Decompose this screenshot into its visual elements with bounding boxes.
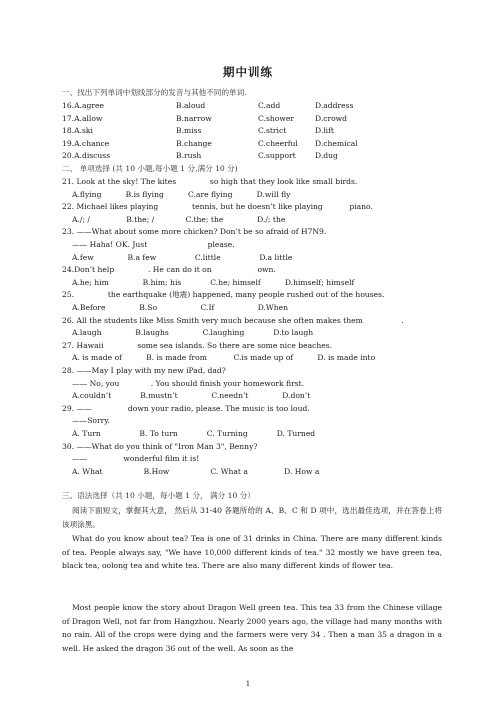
option-b: B.aloud [176,101,206,110]
section3-heading: 三、语法选择（共 10 小题，每小题 1 分， 满分 10 分） [62,491,255,500]
option-n: 18.A.ski [62,126,93,135]
answer-options: A.flying B.is flying C.are flying D.will fly [72,189,291,199]
answer-options: A.laugh B.laughs C.laughing D.to laugh [72,328,314,338]
answer-options: A.couldn’t B.mustn’t C.needn’t D.don’t [72,391,311,401]
question-line: —— Haha! OK. Just please. [72,240,235,249]
option-c: C.cheerful [258,138,298,148]
answer-options: A.few B.a few C.little D.a little [72,252,293,262]
section3-instruction: 阅读下面短文，掌握其大意， 然后从 31-40 各题所给的 A、B、C 和 D 项中，选出最佳选项，并在答卷上将该项涂黑。 [62,506,442,529]
answer-options: A.Before B.So C.If D.When [72,303,289,312]
passage-paragraph-2: Most people know the story about Dragon Well green tea. This tea 33 from the Chinese village of Dragon Well, not far from Hangzhou. Nearly 2000 years ago, the village had many months with no rain. All of the crops were dying and the farmers were very 34 . Then a man 35 a dragon in a well. He asked the dragon 36 out of the well. As soon as the [62,603,442,653]
question-line: —— wonderful film it is! [72,454,200,464]
option-c: C.support [258,151,296,160]
option-d: D.crowd [315,113,348,123]
question-line: 28. ——May I play with my new iPad, dad? [62,366,226,375]
option-n: 19.A.chance [62,138,110,148]
answer-options: A./; / B.the; / C.the; the D./; the [72,214,286,224]
question-line: 23. ——What about some more chicken? Don’t be so afraid of H7N9. [62,227,327,237]
passage-paragraph-1: What do you know about tea? Tea is one of 31 drinks in China. There are many different kinds of tea. People always say, "We have 10,000 different kinds of tea." 32 mostly we have green tea, black tea, oolong tea and white tea. There are also many different kinds of flower tea. [62,534,442,570]
answer-options: A. is made of B. is made from C.is made up of D. is made into [72,353,376,363]
option-d: D.chemical [315,138,358,148]
question-line: 30. ——What do you think of "Iron Man 3", Benny? [62,441,258,451]
section2-heading: 二、 单项选择 (共 10 小题,每小题 1 分,满分 10 分) [62,164,238,173]
option-b: B.narrow [176,113,212,123]
option-n: 17.A.allow [62,113,103,123]
option-b: B.change [176,138,212,148]
question-line: 26. All the students like Miss Smith very much because she often makes them . [62,315,404,325]
page-title: 期中训练 [223,65,273,79]
option-n: 16.A.agree [62,101,104,110]
option-d: D.lift [315,126,334,135]
section1-heading: 一、找出下列单词中划线部分的发音与其他不同的单词. [62,88,247,97]
question-line: 24.Don’t help . He can do it on own. [62,265,276,275]
option-b: B.rush [176,151,202,160]
answer-options: A. What B.How C. What a D. How a [72,466,320,476]
option-n: 20.A.discuss [62,151,111,160]
option-c: C.shower [258,113,294,123]
page-number: 1 [245,680,251,688]
option-c: C.strict [258,126,287,135]
question-line: ——Sorry. [72,416,110,426]
question-line: 21. Look at the sky! The kites so high that they look like small birds. [62,177,358,186]
answer-options: A.he; him B.him; his C.he; himself D.himself; himself [72,277,355,287]
question-line: 25. the earthquake (地震) happened, many people rushed out of the houses. [62,290,385,300]
option-d: D.dug [315,151,338,160]
question-line: 22. Michael likes playing tennis, but he doesn’t like playing piano. [62,202,373,212]
option-c: C.add [258,101,281,110]
option-b: B.miss [176,126,202,135]
option-d: D.address [315,101,354,110]
answer-options: A. Turn B. To turn C. Turning D. Turned [72,429,316,438]
question-line: 29. —— down your radio, please. The music is too loud. [62,403,310,413]
question-line: —— No, you . You should finish your homework first. [72,378,305,388]
question-line: 27. Hawaii some sea islands. So there are some nice beaches. [62,340,333,350]
